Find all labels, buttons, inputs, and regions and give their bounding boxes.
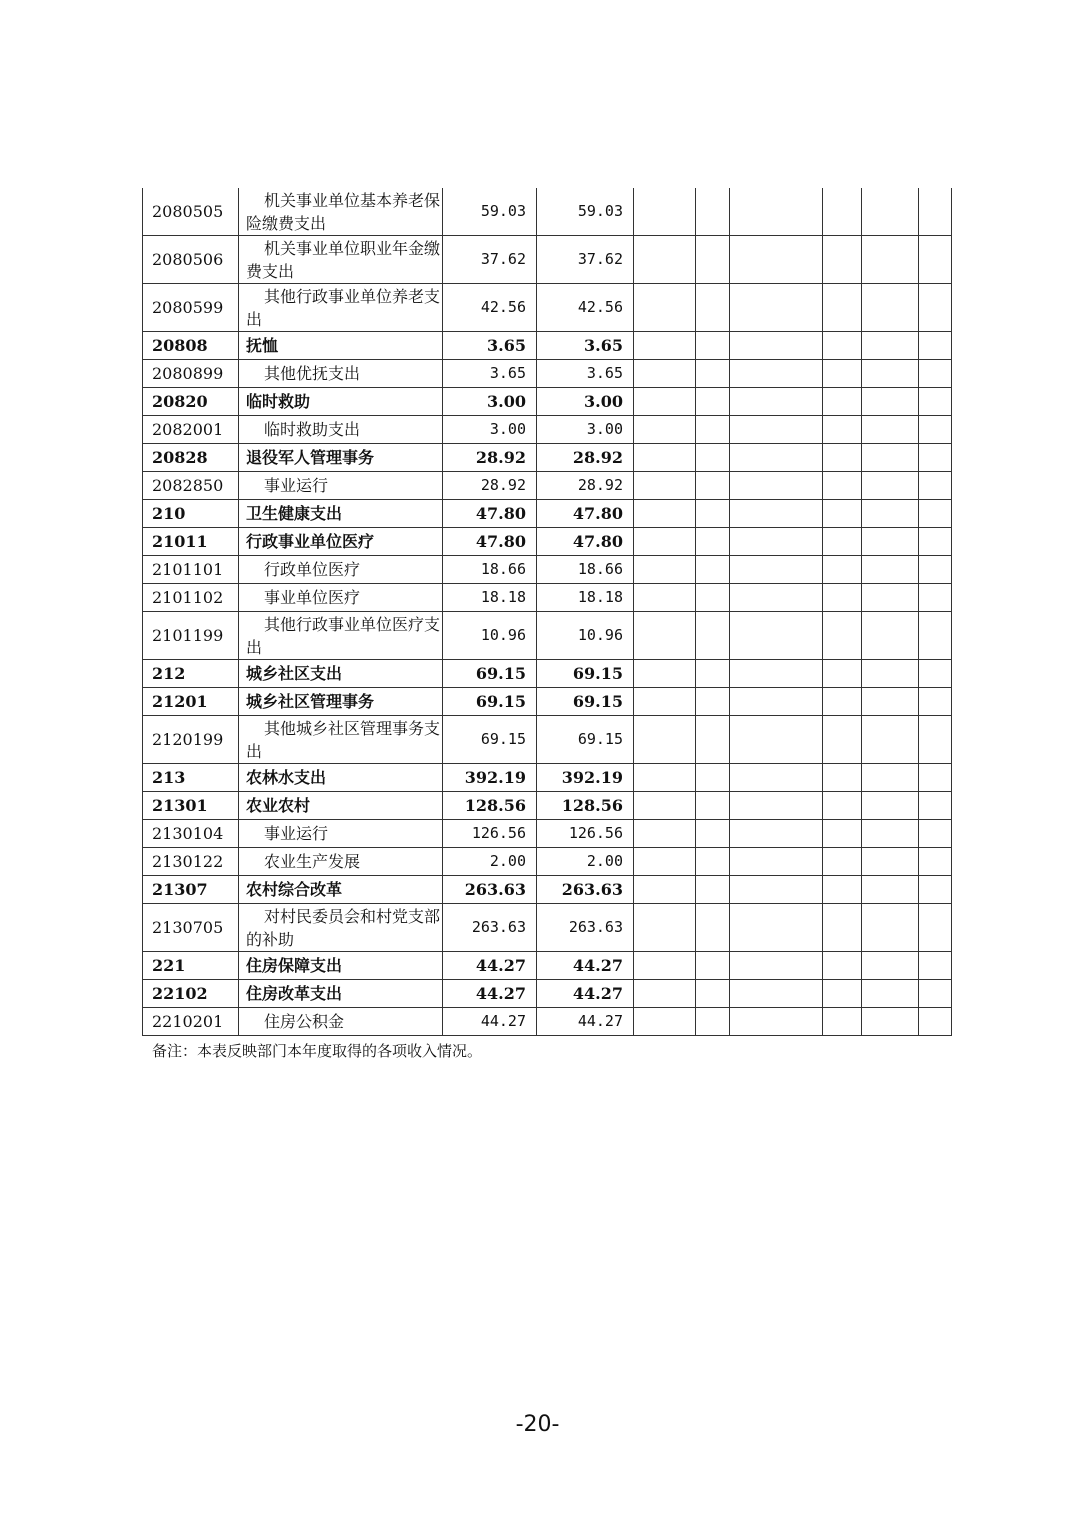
- amount-cell: 3.00: [443, 388, 537, 416]
- empty-cell: [634, 820, 696, 848]
- empty-cell: [730, 556, 823, 584]
- code-cell: 2210201: [143, 1008, 239, 1036]
- table-note: 备注：本表反映部门本年度取得的各项收入情况。: [152, 1042, 483, 1060]
- empty-cell: [862, 876, 919, 904]
- empty-cell: [730, 332, 823, 360]
- current-year-amount-cell: 59.03: [537, 188, 634, 236]
- empty-cell: [919, 980, 952, 1008]
- empty-cell: [919, 360, 952, 388]
- table-row: [143, 472, 952, 500]
- table-row: [143, 360, 952, 388]
- name-cell: 事业单位医疗: [239, 584, 443, 612]
- empty-cell: [823, 528, 862, 556]
- name-cell: 住房公积金: [239, 1008, 443, 1036]
- empty-cell: [919, 848, 952, 876]
- table-row: [143, 716, 952, 764]
- empty-cell: [634, 472, 696, 500]
- table-row: [143, 444, 952, 472]
- empty-cell: [696, 556, 730, 584]
- empty-cell: [696, 952, 730, 980]
- empty-cell: [634, 360, 696, 388]
- name-cell: 机关事业单位职业年金缴费支出: [239, 236, 443, 284]
- empty-cell: [634, 416, 696, 444]
- code-cell: 213: [143, 764, 239, 792]
- empty-cell: [862, 416, 919, 444]
- empty-cell: [919, 612, 952, 660]
- name-cell: 临时救助: [239, 388, 443, 416]
- empty-cell: [730, 1008, 823, 1036]
- empty-cell: [696, 848, 730, 876]
- empty-cell: [919, 500, 952, 528]
- amount-cell: 10.96: [443, 612, 537, 660]
- empty-cell: [862, 500, 919, 528]
- empty-cell: [823, 444, 862, 472]
- current-year-amount-cell: 3.00: [537, 416, 634, 444]
- empty-cell: [696, 360, 730, 388]
- empty-cell: [919, 284, 952, 332]
- name-cell: 其他城乡社区管理事务支出: [239, 716, 443, 764]
- table-row: [143, 584, 952, 612]
- code-cell: 2130705: [143, 904, 239, 952]
- empty-cell: [634, 1008, 696, 1036]
- empty-cell: [696, 764, 730, 792]
- empty-cell: [696, 416, 730, 444]
- current-year-amount-cell: 69.15: [537, 660, 634, 688]
- table-row: [143, 284, 952, 332]
- table-row: [143, 764, 952, 792]
- empty-cell: [696, 236, 730, 284]
- empty-cell: [862, 472, 919, 500]
- empty-cell: [696, 284, 730, 332]
- empty-cell: [730, 612, 823, 660]
- code-cell: 210: [143, 500, 239, 528]
- table-row: [143, 876, 952, 904]
- empty-cell: [919, 472, 952, 500]
- current-year-amount-cell: 28.92: [537, 444, 634, 472]
- empty-cell: [730, 848, 823, 876]
- empty-cell: [823, 952, 862, 980]
- empty-cell: [696, 444, 730, 472]
- empty-cell: [730, 188, 823, 236]
- page-number: -20-: [515, 1412, 560, 1437]
- current-year-amount-cell: 18.66: [537, 556, 634, 584]
- current-year-amount-cell: 28.92: [537, 472, 634, 500]
- code-cell: 2080599: [143, 284, 239, 332]
- empty-cell: [634, 792, 696, 820]
- code-cell: 2082001: [143, 416, 239, 444]
- empty-cell: [823, 980, 862, 1008]
- empty-cell: [730, 236, 823, 284]
- amount-cell: 3.00: [443, 416, 537, 444]
- amount-cell: 59.03: [443, 188, 537, 236]
- empty-cell: [730, 284, 823, 332]
- empty-cell: [730, 716, 823, 764]
- amount-cell: 126.56: [443, 820, 537, 848]
- empty-cell: [696, 188, 730, 236]
- empty-cell: [696, 716, 730, 764]
- amount-cell: 263.63: [443, 876, 537, 904]
- amount-cell: 69.15: [443, 716, 537, 764]
- empty-cell: [862, 688, 919, 716]
- name-cell: 农业农村: [239, 792, 443, 820]
- current-year-amount-cell: 3.65: [537, 332, 634, 360]
- empty-cell: [919, 528, 952, 556]
- empty-cell: [696, 1008, 730, 1036]
- income-table: [142, 188, 952, 1036]
- current-year-amount-cell: 3.00: [537, 388, 634, 416]
- empty-cell: [862, 236, 919, 284]
- empty-cell: [862, 188, 919, 236]
- amount-cell: 18.18: [443, 584, 537, 612]
- empty-cell: [634, 528, 696, 556]
- empty-cell: [696, 332, 730, 360]
- empty-cell: [823, 792, 862, 820]
- name-cell: 卫生健康支出: [239, 500, 443, 528]
- empty-cell: [862, 388, 919, 416]
- empty-cell: [919, 764, 952, 792]
- current-year-amount-cell: 10.96: [537, 612, 634, 660]
- empty-cell: [862, 716, 919, 764]
- name-cell: 住房改革支出: [239, 980, 443, 1008]
- empty-cell: [862, 764, 919, 792]
- empty-cell: [696, 612, 730, 660]
- empty-cell: [823, 188, 862, 236]
- empty-cell: [634, 876, 696, 904]
- name-cell: 抚恤: [239, 332, 443, 360]
- empty-cell: [862, 1008, 919, 1036]
- empty-cell: [919, 792, 952, 820]
- code-cell: 2120199: [143, 716, 239, 764]
- empty-cell: [634, 332, 696, 360]
- empty-cell: [696, 820, 730, 848]
- empty-cell: [634, 660, 696, 688]
- current-year-amount-cell: 2.00: [537, 848, 634, 876]
- code-cell: 2082850: [143, 472, 239, 500]
- name-cell: 事业运行: [239, 820, 443, 848]
- empty-cell: [634, 688, 696, 716]
- name-cell: 临时救助支出: [239, 416, 443, 444]
- table-row: [143, 188, 952, 236]
- empty-cell: [823, 332, 862, 360]
- empty-cell: [862, 820, 919, 848]
- empty-cell: [862, 332, 919, 360]
- empty-cell: [730, 952, 823, 980]
- empty-cell: [823, 764, 862, 792]
- empty-cell: [862, 980, 919, 1008]
- empty-cell: [634, 388, 696, 416]
- empty-cell: [919, 716, 952, 764]
- empty-cell: [862, 528, 919, 556]
- empty-cell: [919, 332, 952, 360]
- empty-cell: [919, 952, 952, 980]
- empty-cell: [862, 556, 919, 584]
- empty-cell: [730, 388, 823, 416]
- name-cell: 行政单位医疗: [239, 556, 443, 584]
- name-cell: 其他行政事业单位养老支出: [239, 284, 443, 332]
- name-cell: 其他行政事业单位医疗支出: [239, 612, 443, 660]
- name-cell: 农林水支出: [239, 764, 443, 792]
- empty-cell: [823, 236, 862, 284]
- table-row: [143, 1008, 952, 1036]
- empty-cell: [634, 236, 696, 284]
- empty-cell: [730, 416, 823, 444]
- table-row: [143, 332, 952, 360]
- amount-cell: 3.65: [443, 332, 537, 360]
- empty-cell: [730, 980, 823, 1008]
- empty-cell: [823, 612, 862, 660]
- table-row: [143, 556, 952, 584]
- empty-cell: [823, 660, 862, 688]
- empty-cell: [730, 528, 823, 556]
- table-row: [143, 952, 952, 980]
- amount-cell: 69.15: [443, 660, 537, 688]
- table-row: [143, 660, 952, 688]
- code-cell: 20820: [143, 388, 239, 416]
- empty-cell: [919, 416, 952, 444]
- name-cell: 农业生产发展: [239, 848, 443, 876]
- current-year-amount-cell: 44.27: [537, 980, 634, 1008]
- empty-cell: [862, 284, 919, 332]
- empty-cell: [862, 360, 919, 388]
- empty-cell: [823, 1008, 862, 1036]
- empty-cell: [696, 500, 730, 528]
- empty-cell: [634, 584, 696, 612]
- name-cell: 住房保障支出: [239, 952, 443, 980]
- empty-cell: [919, 236, 952, 284]
- empty-cell: [730, 764, 823, 792]
- table-row: [143, 236, 952, 284]
- empty-cell: [862, 792, 919, 820]
- code-cell: 2080506: [143, 236, 239, 284]
- amount-cell: 128.56: [443, 792, 537, 820]
- empty-cell: [730, 792, 823, 820]
- code-cell: 21307: [143, 876, 239, 904]
- amount-cell: 44.27: [443, 952, 537, 980]
- empty-cell: [823, 876, 862, 904]
- name-cell: 对村民委员会和村党支部的补助: [239, 904, 443, 952]
- amount-cell: 47.80: [443, 528, 537, 556]
- empty-cell: [634, 952, 696, 980]
- empty-cell: [696, 980, 730, 1008]
- current-year-amount-cell: 18.18: [537, 584, 634, 612]
- empty-cell: [730, 584, 823, 612]
- empty-cell: [823, 688, 862, 716]
- amount-cell: 44.27: [443, 1008, 537, 1036]
- empty-cell: [862, 848, 919, 876]
- empty-cell: [730, 472, 823, 500]
- empty-cell: [862, 904, 919, 952]
- empty-cell: [634, 556, 696, 584]
- empty-cell: [919, 188, 952, 236]
- code-cell: 2101199: [143, 612, 239, 660]
- code-cell: 2130122: [143, 848, 239, 876]
- empty-cell: [634, 188, 696, 236]
- empty-cell: [696, 876, 730, 904]
- amount-cell: 18.66: [443, 556, 537, 584]
- code-cell: 21011: [143, 528, 239, 556]
- table-row: [143, 980, 952, 1008]
- empty-cell: [919, 660, 952, 688]
- amount-cell: 2.00: [443, 848, 537, 876]
- current-year-amount-cell: 3.65: [537, 360, 634, 388]
- code-cell: 21301: [143, 792, 239, 820]
- empty-cell: [823, 716, 862, 764]
- amount-cell: 44.27: [443, 980, 537, 1008]
- table-row: [143, 612, 952, 660]
- code-cell: 2101102: [143, 584, 239, 612]
- empty-cell: [696, 904, 730, 952]
- empty-cell: [919, 556, 952, 584]
- empty-cell: [919, 876, 952, 904]
- name-cell: 其他优抚支出: [239, 360, 443, 388]
- empty-cell: [634, 284, 696, 332]
- table-row: [143, 416, 952, 444]
- code-cell: 221: [143, 952, 239, 980]
- empty-cell: [823, 360, 862, 388]
- empty-cell: [862, 444, 919, 472]
- empty-cell: [634, 716, 696, 764]
- empty-cell: [696, 388, 730, 416]
- empty-cell: [823, 584, 862, 612]
- empty-cell: [919, 388, 952, 416]
- empty-cell: [823, 472, 862, 500]
- empty-cell: [696, 528, 730, 556]
- empty-cell: [634, 848, 696, 876]
- empty-cell: [634, 904, 696, 952]
- empty-cell: [730, 500, 823, 528]
- current-year-amount-cell: 47.80: [537, 528, 634, 556]
- amount-cell: 47.80: [443, 500, 537, 528]
- empty-cell: [919, 904, 952, 952]
- empty-cell: [823, 556, 862, 584]
- current-year-amount-cell: 69.15: [537, 688, 634, 716]
- name-cell: 城乡社区支出: [239, 660, 443, 688]
- code-cell: 20828: [143, 444, 239, 472]
- empty-cell: [919, 1008, 952, 1036]
- amount-cell: 42.56: [443, 284, 537, 332]
- amount-cell: 37.62: [443, 236, 537, 284]
- empty-cell: [823, 820, 862, 848]
- empty-cell: [730, 444, 823, 472]
- name-cell: 城乡社区管理事务: [239, 688, 443, 716]
- table-row: [143, 688, 952, 716]
- current-year-amount-cell: 47.80: [537, 500, 634, 528]
- empty-cell: [696, 688, 730, 716]
- empty-cell: [823, 284, 862, 332]
- amount-cell: 28.92: [443, 444, 537, 472]
- empty-cell: [823, 388, 862, 416]
- empty-cell: [823, 500, 862, 528]
- empty-cell: [862, 952, 919, 980]
- amount-cell: 263.63: [443, 904, 537, 952]
- amount-cell: 3.65: [443, 360, 537, 388]
- empty-cell: [919, 688, 952, 716]
- empty-cell: [919, 584, 952, 612]
- name-cell: 机关事业单位基本养老保险缴费支出: [239, 188, 443, 236]
- empty-cell: [862, 660, 919, 688]
- empty-cell: [634, 444, 696, 472]
- name-cell: 退役军人管理事务: [239, 444, 443, 472]
- empty-cell: [919, 820, 952, 848]
- table-row: [143, 820, 952, 848]
- empty-cell: [823, 848, 862, 876]
- current-year-amount-cell: 128.56: [537, 792, 634, 820]
- code-cell: 2101101: [143, 556, 239, 584]
- code-cell: 20808: [143, 332, 239, 360]
- empty-cell: [730, 360, 823, 388]
- current-year-amount-cell: 37.62: [537, 236, 634, 284]
- empty-cell: [730, 660, 823, 688]
- empty-cell: [862, 612, 919, 660]
- current-year-amount-cell: 126.56: [537, 820, 634, 848]
- empty-cell: [730, 688, 823, 716]
- table-row: [143, 388, 952, 416]
- code-cell: 2130104: [143, 820, 239, 848]
- empty-cell: [634, 764, 696, 792]
- empty-cell: [634, 500, 696, 528]
- table-row: [143, 528, 952, 556]
- name-cell: 行政事业单位医疗: [239, 528, 443, 556]
- empty-cell: [696, 584, 730, 612]
- current-year-amount-cell: 44.27: [537, 1008, 634, 1036]
- table-row: [143, 500, 952, 528]
- amount-cell: 392.19: [443, 764, 537, 792]
- current-year-amount-cell: 42.56: [537, 284, 634, 332]
- empty-cell: [634, 612, 696, 660]
- current-year-amount-cell: 69.15: [537, 716, 634, 764]
- name-cell: 农村综合改革: [239, 876, 443, 904]
- current-year-amount-cell: 263.63: [537, 904, 634, 952]
- empty-cell: [823, 416, 862, 444]
- empty-cell: [919, 444, 952, 472]
- empty-cell: [696, 792, 730, 820]
- table-row: [143, 848, 952, 876]
- code-cell: 21201: [143, 688, 239, 716]
- empty-cell: [823, 904, 862, 952]
- current-year-amount-cell: 263.63: [537, 876, 634, 904]
- empty-cell: [730, 820, 823, 848]
- empty-cell: [634, 980, 696, 1008]
- current-year-amount-cell: 392.19: [537, 764, 634, 792]
- empty-cell: [730, 876, 823, 904]
- table-row: [143, 792, 952, 820]
- code-cell: 2080505: [143, 188, 239, 236]
- empty-cell: [862, 584, 919, 612]
- amount-cell: 28.92: [443, 472, 537, 500]
- empty-cell: [696, 472, 730, 500]
- code-cell: 2080899: [143, 360, 239, 388]
- code-cell: 22102: [143, 980, 239, 1008]
- current-year-amount-cell: 44.27: [537, 952, 634, 980]
- empty-cell: [730, 904, 823, 952]
- table-row: [143, 904, 952, 952]
- amount-cell: 69.15: [443, 688, 537, 716]
- code-cell: 212: [143, 660, 239, 688]
- empty-cell: [696, 660, 730, 688]
- name-cell: 事业运行: [239, 472, 443, 500]
